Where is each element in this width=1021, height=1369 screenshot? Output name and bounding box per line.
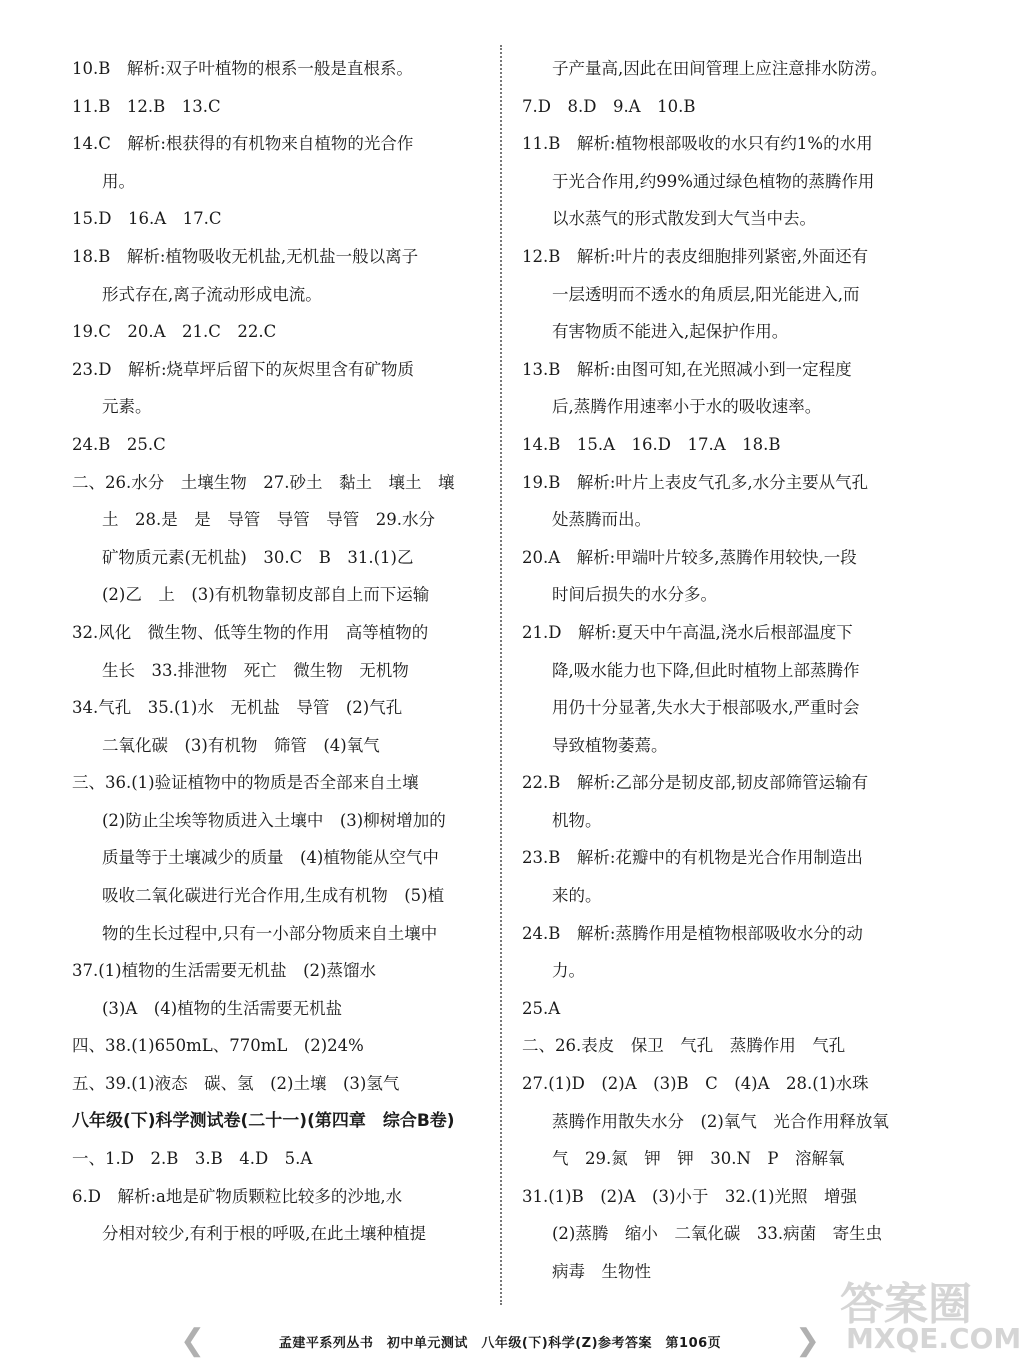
answer-line: 15.D 16.A 17.C <box>72 209 222 229</box>
answer-line: 37.(1)植物的生活需要无机盐 (2)蒸馏水 <box>72 961 376 981</box>
answer-line: 二、26.表皮 保卫 气孔 蒸腾作用 气孔 <box>522 1036 846 1056</box>
left-column <box>72 50 490 1253</box>
answer-line: 24.B 解析:蒸腾作用是植物根部吸收水分的动 <box>522 923 863 943</box>
answer-line: 四、38.(1)650mL、770mL (2)24% <box>72 1036 364 1056</box>
answer-line: 25.A <box>522 998 561 1018</box>
answer-line: 病毒 生物性 <box>552 1262 651 1281</box>
answer-line: 20.A 解析:甲端叶片较多,蒸腾作用较快,一段 <box>522 547 857 567</box>
footer-text: 孟建平系列丛书 初中单元测试 八年级(下)科学(Z)参考答案 第106页 <box>278 1336 722 1351</box>
answer-line: 14.C 解析:根获得的有机物来自植物的光合作 <box>72 134 414 154</box>
answer-line: 力。 <box>552 961 585 981</box>
answer-line: (2)乙 上 (3)有机物靠韧皮部自上而下运输 <box>102 585 430 605</box>
answer-line: 后,蒸腾作用速率小于水的吸收速率。 <box>552 397 822 417</box>
answer-line: 32.风化 微生物、低等生物的作用 高等植物的 <box>72 622 429 642</box>
answer-line: 23.D 解析:烧草坪后留下的灰烬里含有矿物质 <box>72 359 415 379</box>
answer-line: 10.B 解析:双子叶植物的根系一般是直根系。 <box>72 59 413 78</box>
watermark-text: 答案圈 <box>840 1279 972 1330</box>
answer-line: 14.B 15.A 16.D 17.A 18.B <box>522 434 781 454</box>
answer-line: 24.B 25.C <box>72 434 166 454</box>
answer-line: 质量等于土壤减少的质量 (4)植物能从空气中 <box>102 848 439 868</box>
answer-line: 降,吸水能力也下降,但此时植物上部蒸腾作 <box>552 660 860 680</box>
answer-line: 以水蒸气的形式散发到大气当中去。 <box>552 209 816 229</box>
answer-line: 一、1.D 2.B 3.B 4.D 5.A <box>72 1149 313 1169</box>
answer-line: 于光合作用,约99%通过绿色植物的蒸腾作用 <box>552 171 875 191</box>
answer-line: 13.B 解析:由图可知,在光照减小到一定程度 <box>522 359 852 379</box>
answer-line: 用仍十分显著,失水大于根部吸水,严重时会 <box>552 698 860 718</box>
answer-line: 6.D 解析:a地是矿物质颗粒比较多的沙地,水 <box>72 1186 403 1206</box>
answer-line: 五、39.(1)液态 碳、氢 (2)土壤 (3)氢气 <box>72 1074 400 1094</box>
answer-line: 31.(1)B (2)A (3)小于 32.(1)光照 增强 <box>522 1186 858 1206</box>
answer-line: 气 29.氮 钾 钾 30.N P 溶解氧 <box>552 1149 845 1169</box>
answer-line: 27.(1)D (2)A (3)B C (4)A 28.(1)水珠 <box>522 1074 869 1094</box>
answer-line: 来的。 <box>552 886 602 906</box>
answer-line: 蒸腾作用散失水分 (2)氧气 光合作用释放氧 <box>552 1111 889 1131</box>
answer-line: 11.B 12.B 13.C <box>72 96 221 116</box>
answer-line: 18.B 解析:植物吸收无机盐,无机盐一般以离子 <box>72 246 419 266</box>
answer-line: 元素。 <box>102 397 152 417</box>
answer-line: 机物。 <box>552 810 602 830</box>
answer-line: 形式存在,离子流动形成电流。 <box>102 284 322 304</box>
answer-line: 处蒸腾而出。 <box>552 510 651 530</box>
watermark-url: MXQE.COM <box>846 1322 1021 1355</box>
answer-line: 土 28.是 是 导管 导管 导管 29.水分 <box>102 510 435 530</box>
answer-line: 19.C 20.A 21.C 22.C <box>72 322 277 342</box>
answer-line: 12.B 解析:叶片的表皮细胞排列紧密,外面还有 <box>522 246 869 266</box>
answer-line: 二氧化碳 (3)有机物 筛管 (4)氧气 <box>102 735 380 755</box>
answer-line: 二、26.水分 土壤生物 27.砂土 黏土 壤土 壤 <box>72 472 455 492</box>
answer-line: 子产量高,因此在田间管理上应注意排水防涝。 <box>552 59 888 78</box>
answer-line: 分相对较少,有利于根的呼吸,在此土壤种植提 <box>102 1224 426 1244</box>
answer-line: 一层透明而不透水的角质层,阳光能进入,而 <box>552 284 860 304</box>
chevron-right-icon: ❯ <box>795 1323 821 1358</box>
answer-line: 22.B 解析:乙部分是韧皮部,韧皮部筛管运输有 <box>522 773 869 793</box>
answer-line: 三、36.(1)验证植物中的物质是否全部来自土壤 <box>72 773 419 793</box>
answer-line: (2)蒸腾 缩小 二氧化碳 33.病菌 寄生虫 <box>552 1224 883 1244</box>
answer-line: 23.B 解析:花瓣中的有机物是光合作用制造出 <box>522 848 863 868</box>
answer-line: 时间后损失的水分多。 <box>552 585 717 605</box>
watermark-logo <box>840 1268 1021 1358</box>
answer-line: (3)A (4)植物的生活需要无机盐 <box>102 998 343 1018</box>
answer-line: 导致植物萎蔫。 <box>552 735 668 755</box>
answer-line: 19.B 解析:叶片上表皮气孔多,水分主要从气孔 <box>522 472 869 492</box>
answer-line: 11.B 解析:植物根部吸收的水只有约1%的水用 <box>522 134 873 154</box>
answer-line: 生长 33.排泄物 死亡 微生物 无机物 <box>102 660 409 680</box>
answer-line: 7.D 8.D 9.A 10.B <box>522 96 696 116</box>
answer-line: 矿物质元素(无机盐) 30.C B 31.(1)乙 <box>102 547 414 567</box>
answer-line: 吸收二氧化碳进行光合作用,生成有机物 (5)植 <box>102 886 445 906</box>
right-column <box>522 50 942 1291</box>
answer-line: 物的生长过程中,只有一小部分物质来自土壤中 <box>102 923 438 943</box>
answer-line: 有害物质不能进入,起保护作用。 <box>552 322 789 342</box>
answer-line: 21.D 解析:夏天中午高温,浇水后根部温度下 <box>522 622 853 642</box>
section-title: 八年级(下)科学测试卷(二十一)(第四章 综合B卷) <box>72 1110 455 1131</box>
answer-line: 34.气孔 35.(1)水 无机盐 导管 (2)气孔 <box>72 698 403 718</box>
answer-line: (2)防止尘埃等物质进入土壤中 (3)柳树增加的 <box>102 810 446 830</box>
column-divider <box>500 45 502 1305</box>
answer-line: 用。 <box>102 171 135 191</box>
chevron-left-icon: ❮ <box>180 1323 206 1358</box>
